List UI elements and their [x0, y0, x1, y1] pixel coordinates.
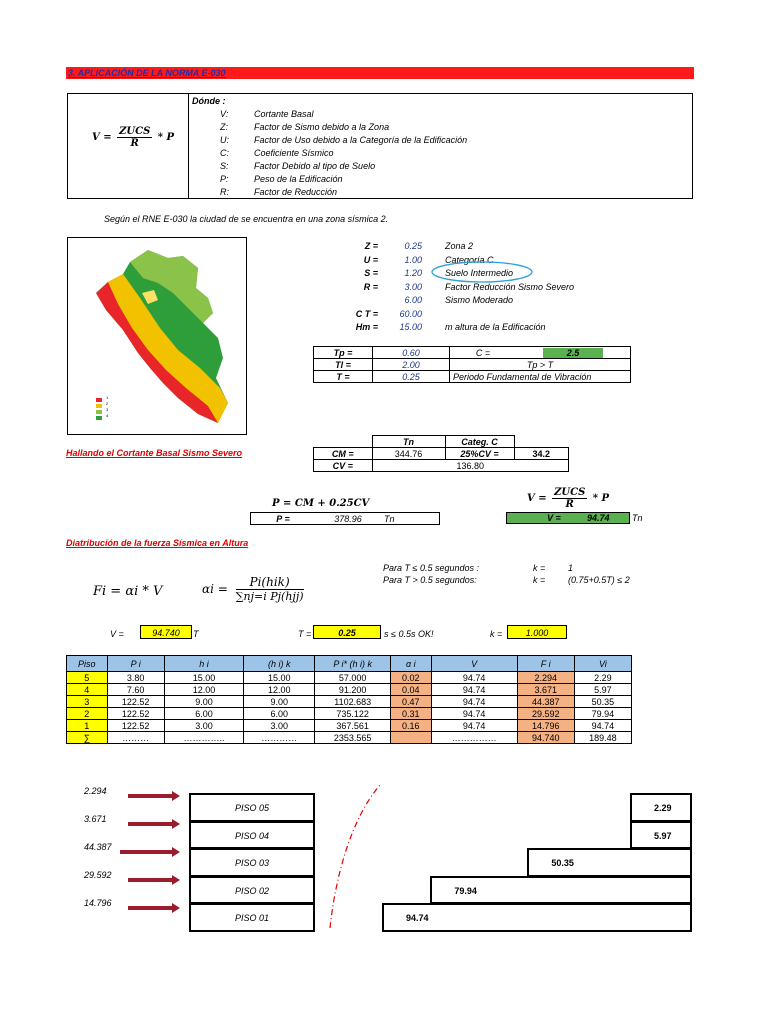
parameter-value: 6.00: [404, 295, 422, 305]
definition-text: Cortante Basal: [254, 109, 314, 119]
definition-symbol: Z:: [220, 122, 228, 132]
cm-value: 344.76: [372, 448, 445, 460]
parameter-label: Hm =: [355, 322, 378, 332]
force-label: 44.387: [84, 842, 112, 852]
table-cell: 94.74: [574, 720, 631, 732]
table-cell: 94.74: [431, 684, 517, 696]
definition-symbol: R:: [220, 187, 229, 197]
t-summary-value: 0.25: [313, 625, 381, 639]
cv25-value: 34.2: [514, 448, 569, 460]
v-formula: V = ZUCS R * P: [527, 487, 610, 510]
parameter-label: S =: [364, 268, 378, 278]
table-cell: 4: [67, 684, 108, 696]
force-arrow-head: [172, 903, 180, 913]
v-result-row: [506, 512, 630, 524]
p-result-row: [250, 512, 440, 525]
table-cell: 79.94: [574, 708, 631, 720]
table-total-cell: …………..: [164, 732, 243, 744]
table-cell: 0.47: [390, 696, 431, 708]
tp-value: 0.60: [373, 347, 450, 359]
shear-bar: 50.35: [527, 848, 692, 877]
table-total-row: [67, 732, 632, 744]
section-title: 3. APLICACIÓN DE LA NORMA E-030: [68, 68, 226, 78]
table-cell: 3.671: [517, 684, 574, 696]
table-header-cell: α i: [390, 656, 431, 672]
tn-header: Tn: [372, 436, 445, 448]
parameter-label: Z =: [364, 241, 378, 251]
t-summary-label: T =: [298, 629, 312, 639]
k-summary-value: 1.000: [507, 625, 567, 639]
tp-label: Tp =: [314, 347, 373, 359]
k-rule-value: (0.75+0.5T) ≤ 2: [568, 575, 630, 585]
v-unit: Tn: [632, 513, 643, 523]
highlight-ellipse: [430, 260, 535, 284]
section-title-bar: [66, 67, 694, 79]
base-shear-formula: V = ZUCS R * P: [92, 126, 175, 149]
table-total-cell: 189.48: [574, 732, 631, 744]
k-summary-label: k =: [490, 629, 503, 639]
donde-label: Dónde :: [192, 96, 226, 106]
table-cell: 94.74: [431, 708, 517, 720]
formula-definition-box: [67, 93, 693, 199]
table-cell: 50.35: [574, 696, 631, 708]
map-legend-item: 3: [106, 407, 109, 412]
shear-bar: 79.94: [430, 876, 692, 905]
cv-label: CV =: [314, 460, 373, 472]
table-row: [67, 684, 632, 696]
definition-text: Factor Debido al tipo de Suelo: [254, 161, 376, 171]
definition-symbol: S:: [220, 161, 229, 171]
table-cell: 5.97: [574, 684, 631, 696]
table-cell: 3: [67, 696, 108, 708]
table-cell: 2.29: [574, 672, 631, 684]
parameter-value: 3.00: [404, 281, 422, 292]
definition-symbol: C:: [220, 148, 229, 158]
table-cell: 367.561: [315, 720, 391, 732]
v-value: 94.74: [587, 513, 610, 523]
table-cell: 3.00: [244, 720, 315, 732]
v-summary-unit: T: [193, 629, 199, 639]
force-label: 3.671: [84, 814, 107, 824]
parameter-value: 1.20: [404, 268, 422, 278]
map-legend: [106, 395, 108, 419]
table-total-cell: 94.740: [517, 732, 574, 744]
t-label: T =: [314, 371, 373, 383]
force-arrow: [120, 850, 172, 854]
definition-list: [192, 108, 467, 199]
definition-symbol: P:: [220, 174, 229, 184]
force-label: 2.294: [84, 786, 107, 796]
load-table: [313, 435, 569, 472]
t-value: 0.25: [373, 371, 450, 383]
parameter-desc: Categoría C: [445, 254, 494, 265]
parameter-value: 1.00: [404, 254, 422, 265]
distribution-title: Diatribución de la fuerza Sísmica en Altura: [66, 538, 249, 548]
table-header-cell: Piso: [67, 656, 108, 672]
table-total-cell: ………: [107, 732, 164, 744]
force-arrow-head: [172, 791, 180, 801]
shear-bar: 5.97: [630, 821, 692, 850]
table-cell: 9.00: [244, 696, 315, 708]
table-cell: 12.00: [164, 684, 243, 696]
parameter-desc: Factor Reducción Sismo Severo: [445, 281, 575, 292]
table-cell: 3.00: [164, 720, 243, 732]
definition-row: [192, 121, 467, 134]
table-cell: 122.52: [107, 720, 164, 732]
table-header-cell: h i: [164, 656, 243, 672]
alpha-formula: αi = Pi(hik) ∑nj=i Pj(hjj): [202, 575, 304, 603]
table-cell: 94.74: [431, 696, 517, 708]
map-legend-item: 4: [106, 413, 109, 418]
definition-row: [192, 147, 467, 160]
table-cell: 94.74: [431, 672, 517, 684]
table-cell: 15.00: [244, 672, 315, 684]
parameter-desc: Suelo Intermedio: [445, 268, 514, 278]
parameter-value: 15.00: [399, 322, 422, 332]
parameter-desc: Sismo Moderado: [445, 295, 514, 305]
v-label: V =: [547, 513, 561, 523]
force-shear-diagram: [0, 780, 768, 940]
definition-row: [192, 173, 467, 186]
tp-gt-t-note: Tp > T: [450, 359, 631, 371]
k-rule-row: [383, 562, 653, 574]
table-row: [67, 696, 632, 708]
table-header-cell: P i: [107, 656, 164, 672]
floor-box: PISO 01: [189, 903, 315, 932]
categ-header: Categ. C: [445, 436, 514, 448]
tl-label: Tl =: [314, 359, 373, 371]
parameter-desc: Zona 2: [445, 241, 474, 251]
force-arrow: [128, 906, 172, 910]
cm-label: CM =: [314, 448, 373, 460]
table-header-cell: P i* (h i) k: [315, 656, 391, 672]
parameter-label: R =: [363, 281, 378, 292]
table-cell: 6.00: [244, 708, 315, 720]
tl-value: 2.00: [373, 359, 450, 371]
p-value: 378.96: [315, 513, 381, 525]
floor-box: PISO 03: [189, 848, 315, 877]
table-row: [67, 720, 632, 732]
p-unit: Tn: [381, 513, 440, 525]
force-arrow-head: [172, 875, 180, 885]
table-cell: 3.80: [107, 672, 164, 684]
parameter-row: [330, 308, 630, 322]
k-rule-k: k =: [533, 563, 546, 573]
table-cell: 122.52: [107, 708, 164, 720]
k-rule-condition: Para T ≤ 0.5 segundos :: [383, 563, 479, 573]
c-value: 2.5: [543, 348, 603, 358]
definition-row: [192, 134, 467, 147]
force-arrow: [128, 794, 172, 798]
parameter-list: [330, 240, 630, 335]
table-cell: 2: [67, 708, 108, 720]
intro-text: Según el RNE E-030 la ciudad de se encuentra en una zona sísmica 2.: [104, 214, 389, 224]
table-cell: 57.000: [315, 672, 391, 684]
force-arrow: [128, 822, 172, 826]
force-label: 29.592: [84, 870, 112, 880]
p-formula: P = CM + 0.25CV: [272, 498, 370, 509]
force-arrow-head: [172, 819, 180, 829]
parameter-label: C T =: [355, 308, 378, 319]
table-total-cell: [390, 732, 431, 744]
t-desc: Periodo Fundamental de Vibración: [450, 371, 631, 383]
k-rule-row: [383, 574, 653, 586]
definition-text: Factor de Uso debido a la Categoría de la Edificación: [254, 135, 468, 145]
table-row: [67, 708, 632, 720]
seismic-distribution-table: [66, 655, 632, 744]
table-header-cell: F i: [517, 656, 574, 672]
table-cell: 6.00: [164, 708, 243, 720]
table-cell: 0.04: [390, 684, 431, 696]
v-summary-value: 94.740: [140, 625, 192, 639]
table-cell: 44.387: [517, 696, 574, 708]
table-cell: 29.592: [517, 708, 574, 720]
table-cell: 0.31: [390, 708, 431, 720]
table-cell: 2.294: [517, 672, 574, 684]
definition-text: Peso de la Edificación: [254, 174, 343, 184]
definition-row: [192, 186, 467, 199]
table-cell: 735.122: [315, 708, 391, 720]
table-cell: 1: [67, 720, 108, 732]
floor-box: PISO 02: [189, 876, 315, 905]
parameter-desc: m altura de la Edificación: [445, 322, 546, 332]
definition-text: Factor de Reducción: [254, 187, 338, 197]
table-cell: 122.52: [107, 696, 164, 708]
table-total-cell: ……………: [431, 732, 517, 744]
table-cell: 0.16: [390, 720, 431, 732]
definition-row: [192, 108, 467, 121]
table-cell: 7.60: [107, 684, 164, 696]
k-rule-value: 1: [568, 563, 574, 573]
fi-formula: Fi = αi * V: [93, 584, 163, 599]
force-label: 14.796: [84, 898, 112, 908]
seismic-zone-map: [67, 237, 247, 435]
floor-box: PISO 05: [189, 793, 315, 822]
table-cell: 12.00: [244, 684, 315, 696]
cortante-title: Hallando el Cortante Basal Sismo Severo: [66, 448, 243, 458]
cv-value: 136.80: [372, 460, 569, 472]
table-header-cell: V: [431, 656, 517, 672]
table-cell: 5: [67, 672, 108, 684]
parameter-row: [330, 321, 630, 335]
table-total-cell: …………: [244, 732, 315, 744]
v-summary-label: V =: [110, 629, 124, 639]
table-cell: 1102.683: [315, 696, 391, 708]
c-label: C =: [450, 347, 517, 359]
floor-box: PISO 04: [189, 821, 315, 850]
definition-row: [192, 160, 467, 173]
definition-text: Coeficiente Sísmico: [254, 148, 334, 158]
shear-bar: 2.29: [630, 793, 692, 822]
definition-symbol: U:: [220, 135, 229, 145]
k-rule-condition: Para T > 0.5 segundos:: [383, 575, 477, 585]
table-cell: 91.200: [315, 684, 391, 696]
distribution-curve: [325, 780, 385, 930]
table-cell: 94.74: [431, 720, 517, 732]
parameter-value: 60.00: [399, 308, 422, 319]
table-total-cell: 2353.565: [315, 732, 391, 744]
definition-symbol: V:: [220, 109, 229, 119]
table-cell: 9.00: [164, 696, 243, 708]
t-summary-note: s ≤ 0.5s OK!: [384, 629, 434, 639]
parameter-row: [330, 240, 630, 254]
cv25-label: 25%CV =: [445, 448, 514, 460]
definition-text: Factor de Sismo debido a la Zona: [254, 122, 390, 132]
shear-bar: 94.74: [382, 903, 692, 932]
table-header-cell: Vi: [574, 656, 631, 672]
parameter-value: 0.25: [404, 241, 422, 251]
map-legend-item: 2: [106, 401, 109, 406]
map-legend-item: 1: [106, 395, 109, 400]
period-table: [313, 346, 631, 383]
table-total-cell: ∑: [67, 732, 108, 744]
table-cell: 14.796: [517, 720, 574, 732]
peru-map-image: [68, 238, 246, 434]
p-label: P =: [251, 513, 316, 525]
parameter-label: U =: [363, 254, 378, 265]
force-arrow-head: [172, 847, 180, 857]
table-row: [67, 672, 632, 684]
table-header-row: [67, 656, 632, 672]
force-arrow: [128, 878, 172, 882]
table-header-cell: (h i) k: [244, 656, 315, 672]
k-rule-k: k =: [533, 575, 546, 585]
table-cell: 15.00: [164, 672, 243, 684]
table-cell: 0.02: [390, 672, 431, 684]
parameter-row: [330, 294, 630, 308]
k-rules: [383, 562, 653, 586]
